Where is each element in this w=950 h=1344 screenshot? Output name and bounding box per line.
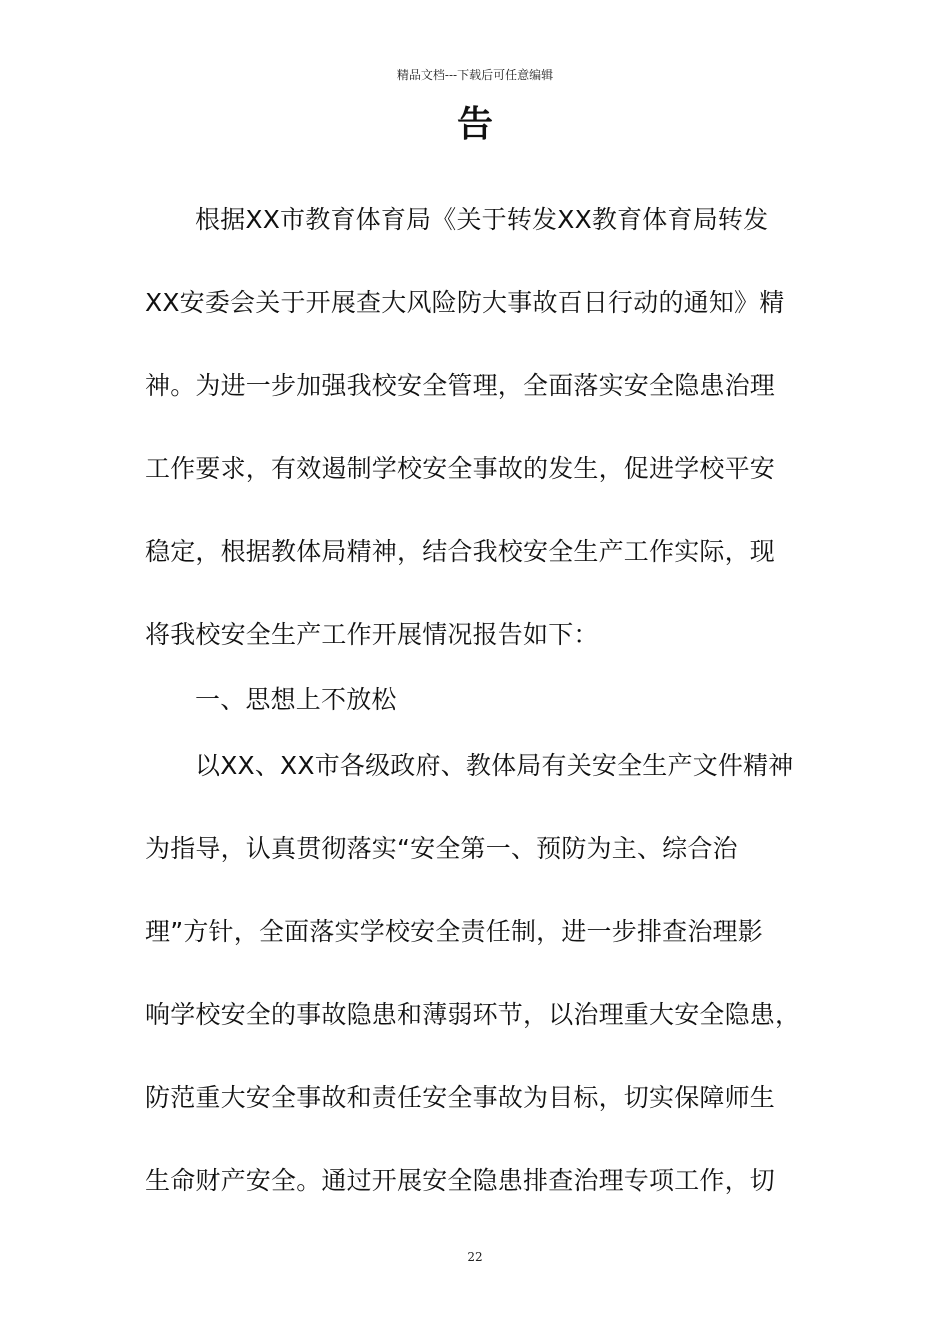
paragraph-line: 防范重大安全事故和责任安全事故为目标，切实保障师生 [145,1083,776,1112]
paragraph-line: 响学校安全的事故隐患和薄弱环节，以治理重大安全隐患， [145,1000,801,1029]
page-number: 22 [467,1250,483,1264]
paragraph-line: 为指导，认真贯彻落实“安全第一、预防为主、综合治 [145,834,738,863]
paragraph-line: 工作要求，有效遏制学校安全事故的发生，促进学校平安 [145,454,776,483]
paragraph-line: 根据XX市教育体育局《关于转发XX教育体育局转发 [195,205,769,234]
paragraph-line: 稳定，根据教体局精神，结合我校安全生产工作实际，现 [145,537,776,566]
paragraph-line: 神。为进一步加强我校安全管理，全面落实安全隐患治理 [145,371,776,400]
paragraph-line: 以XX、XX市各级政府、教体局有关安全生产文件精神 [195,751,794,780]
page-header: 精品文档---下载后可任意编辑 [396,68,554,82]
page-title: 告 [456,104,493,145]
paragraph-line: 生命财产安全。通过开展安全隐患排查治理专项工作，切 [145,1166,776,1195]
paragraph-line: XX安委会关于开展查大风险防大事故百日行动的通知》精 [145,288,785,317]
paragraph-line: 将我校安全生产工作开展情况报告如下： [145,620,599,649]
section-heading: 一、思想上不放松 [195,685,397,714]
paragraph-line: 理”方针，全面落实学校安全责任制，进一步排查治理影 [145,917,763,946]
